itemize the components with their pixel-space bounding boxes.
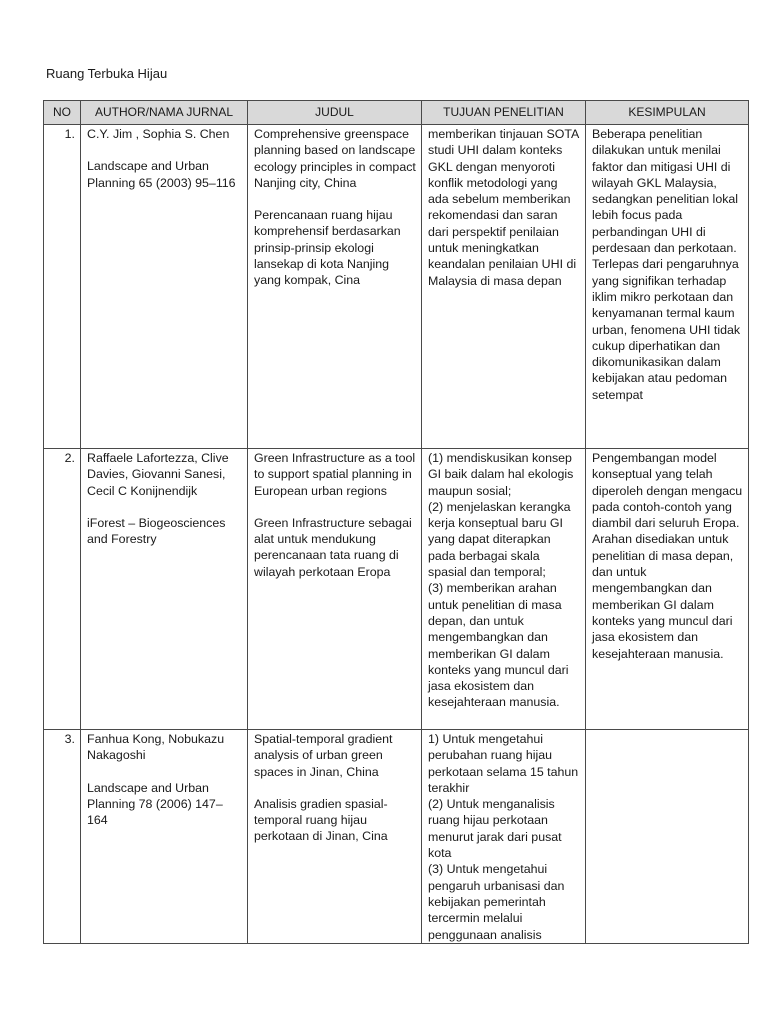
table-row <box>44 730 749 944</box>
journal: Landscape and Urban Planning 65 (2003) 95–116 <box>87 159 236 190</box>
kesimpulan-text: Pengembangan model konseptual yang telah diperoleh dengan mengacu pada contoh-contoh yang diambil dari seluruh Eropa. Arahan disediakan untuk penelitian di masa depan, dan untuk mengembangkan dan memberikan GI dalam konteks yang muncul dari jasa ekosistem dan kesejahteraan manusia. <box>592 451 743 661</box>
header-no: NO <box>44 101 81 125</box>
kesimpulan-cell <box>586 730 749 944</box>
title-english: Spatial-temporal gradient analysis of urban green spaces in Jinan, China <box>254 732 393 779</box>
tujuan-text: 1) Untuk mengetahui perubahan ruang hijau perkotaan selama 15 tahun terakhir (2) Untuk menganalisis ruang hijau perkotaan menurut jarak dari pusat kota (3) Untuk mengetahui pengaruh urbanisasi dan kebijakan pemerintah tercermin melalui penggunaan analisis <box>428 732 579 942</box>
table-header-row <box>44 101 749 125</box>
header-tujuan: TUJUAN PENELITIAN <box>422 101 586 125</box>
title-indonesian: Analisis gradien spasial-temporal ruang hijau perkotaan di Jinan, Cina <box>254 796 388 844</box>
journal: Landscape and Urban Planning 78 (2006) 147–164 <box>87 780 223 828</box>
authors: C.Y. Jim , Sophia S. Chen <box>87 127 230 141</box>
title-english: Green Infrastructure as a tool to support spatial planning in European urban regions <box>254 451 416 498</box>
row-number: 2. <box>44 449 81 730</box>
authors: Raffaele Lafortezza, Clive Davies, Giovanni Sanesi, Cecil C Konijnendijk <box>87 451 229 498</box>
table-row <box>44 449 749 730</box>
title-indonesian: Perencanaan ruang hijau komprehensif berdasarkan prinsip-prinsip ekologi lansekap di kota Nanjing yang kompak, Cina <box>254 208 401 288</box>
tujuan-cell <box>422 125 586 449</box>
kesimpulan-cell <box>586 125 749 449</box>
judul-cell <box>248 125 422 449</box>
header-kesimpulan: KESIMPULAN <box>586 101 749 125</box>
literature-table <box>43 100 749 944</box>
authors: Fanhua Kong, Nobukazu Nakagoshi <box>87 732 225 763</box>
journal: iForest – Biogeosciences and Forestry <box>87 515 226 547</box>
kesimpulan-text: Beberapa penelitian dilakukan untuk menilai faktor dan mitigasi UHI di wilayah GKL Malaysia, sedangkan penelitian lokal lebih focus pada perbandingan UHI di perdesaan dan perkotaan. Terlepas dari pengaruhnya yang signifikan terhadap iklim mikro perkotaan dan kenyamanan termal kaum urban, fenomena UHI tidak cukup diperhatikan dan dikomunikasikan dalam kebijakan atau pedoman setempat <box>592 127 741 402</box>
tujuan-cell <box>422 730 586 944</box>
page-title: Ruang Terbuka Hijau <box>46 66 168 81</box>
title-english: Comprehensive greenspace planning based on landscape ecology principles in compact Nanjing city, China <box>254 127 416 190</box>
title-indonesian: Green Infrastructure sebagai alat untuk mendukung perencanaan tata ruang di wilayah perkotaan Eropa <box>254 515 412 579</box>
header-judul: JUDUL <box>248 101 422 125</box>
row-number: 1. <box>44 125 81 449</box>
tujuan-cell <box>422 449 586 730</box>
row-number: 3. <box>44 730 81 944</box>
author-cell <box>81 730 248 944</box>
kesimpulan-cell <box>586 449 749 730</box>
author-cell <box>81 449 248 730</box>
judul-cell <box>248 449 422 730</box>
tujuan-text: (1) mendiskusikan konsep GI baik dalam hal ekologis maupun sosial; (2) menjelaskan kerangka kerja konseptual baru GI yang dapat diterapkan pada berbagai skala spasial dan temporal; (3) memberikan arahan untuk penelitian di masa depan, dan untuk mengembangkan dan memberikan GI dalam konteks yang muncul dari jasa ekosistem dan kesejahteraan manusia. <box>428 451 574 710</box>
tujuan-text: memberikan tinjauan SOTA studi UHI dalam konteks GKL dengan menyoroti konflik metodologi yang ada sebelum memberikan rekomendasi dan saran dari perspektif penilaian untuk meningkatkan keandalan penilaian UHI di Malaysia di masa depan <box>428 127 579 288</box>
author-cell <box>81 125 248 449</box>
header-author: AUTHOR/NAMA JURNAL <box>81 101 248 125</box>
judul-cell <box>248 730 422 944</box>
table-row <box>44 125 749 449</box>
